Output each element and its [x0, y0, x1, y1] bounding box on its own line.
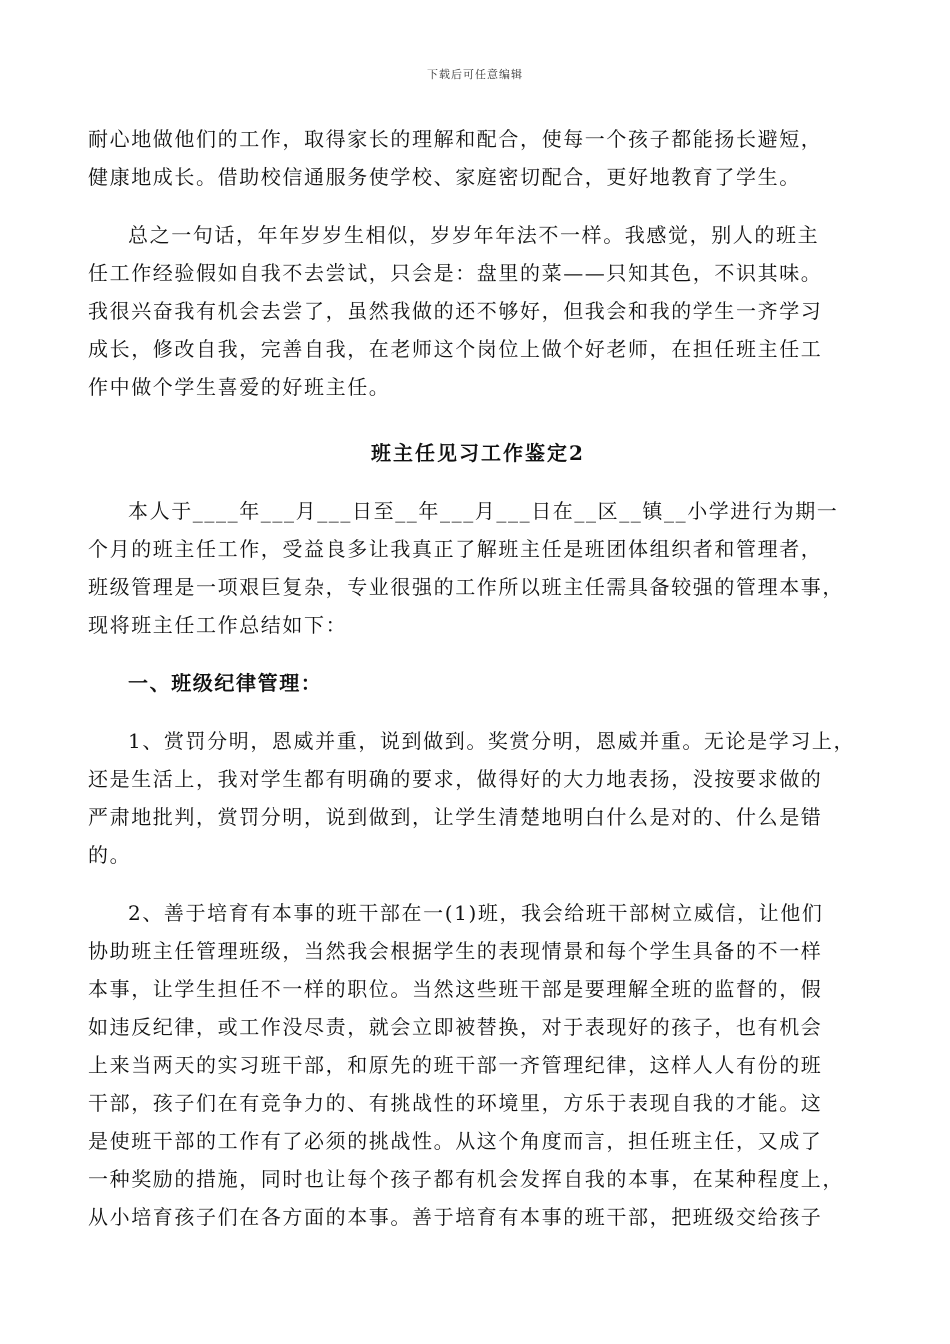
section-title: 班主任见习工作鉴定2: [371, 441, 585, 465]
paragraph-parent-cooperation: 耐心地做他们的工作，取得家长的理解和配合，使每一个孩子都能扬长避短， 健康地成长。借助校信通服务使学校、家庭密切配合，更好地教育了学生。: [88, 127, 823, 189]
subheading-class-discipline: 一、班级纪律管理：: [128, 671, 323, 695]
paragraph-reward-punishment: 1、赏罚分明，恩威并重，说到做到。奖赏分明，恩威并重。无论是学习上， 还是生活上，我对学生都有明确的要求，做得好的大力地表扬，没按要求做的 严肃地批判，赏罚分明，说到做到，让学生清楚地明白什么是对的、什么是错 的。: [88, 729, 856, 867]
paragraph-class-cadres: 2、善于培育有本事的班干部在一(1)班，我会给班干部树立威信，让他们 协助班主任管理班级，当然我会根据学生的表现情景和每个学生具备的不一样 本事，让学生担任不一样的职位。当然这些班干部是要理解全班的监督的，假 如违反纪律，或工作没尽责，就会立即被替换，对于表现好的孩子，也有机会 上来当两天的实习班干部，和原先的班干部一齐管理纪律，这样人人有份的班 干部，孩子们在有竞争力的、有挑战性的环境里，方乐于表现自我的才能。这 是使班干部的工作有了必须的挑战性。从这个角度而言，担任班主任，又成了 一种奖励的措施，同时也让每个孩子都有机会发挥自我的本事，在某种程度上， 从小培育孩子们在各方面的本事。善于培育有本事的班干部，把班级交给孩子: [88, 901, 844, 1229]
paragraph-introduction: 本人于____年___月___日至__年___月___日在__区__镇__小学进行为期一 个月的班主任工作，受益良多让我真正了解班主任是班团体组织者和管理者， 班级管理是一项艰巨复杂，专业很强的工作所以班主任需具备较强的管理本事， 现将班主任工作总结如下：: [88, 499, 844, 637]
document-body: [88, 120, 868, 1236]
page-header-note: 下载后可任意编辑: [427, 68, 523, 81]
paragraph-conclusion: 总之一句话，年年岁岁生相似，岁岁年年法不一样。我感觉，别人的班主 任工作经验假如自我不去尝试，只会是：盘里的菜——只知其色，不识其味。 我很兴奋我有机会去尝了，虽然我做的还不够好，但我会和我的学生一齐学习 成长，修改自我，完善自我，在老师这个岗位上做个好老师，在担任班主任工 作中做个学生喜爱的好班主任。: [88, 223, 823, 399]
